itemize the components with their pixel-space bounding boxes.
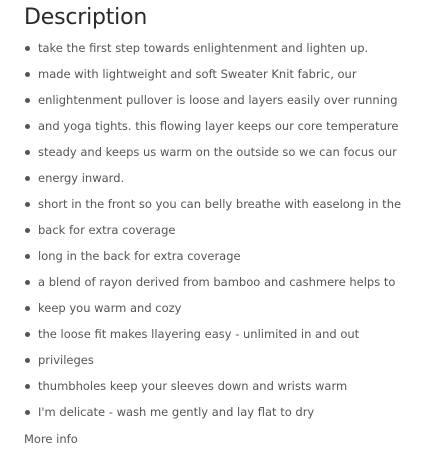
bullet-dot-icon [25,332,30,337]
bullet-text: take the first step towards enlightenment and lighten up. [38,41,369,55]
bullet-item [0,373,441,399]
bullet-dot-icon [25,410,30,415]
bullet-dot-icon [25,72,30,77]
bullet-dot-icon [25,202,30,207]
bullet-text: long in the back for extra coverage [38,249,241,263]
bullet-text: short in the front so you can belly breathe with easelong in the [38,197,402,211]
bullet-text: keep you warm and cozy [38,301,182,315]
bullet-text: steady and keeps us warm on the outside so we can focus our [38,145,397,159]
section-title: Description [24,5,148,30]
bullet-dot-icon [25,46,30,51]
bullet-item [0,243,441,269]
bullet-item [0,295,441,321]
bullet-text: made with lightweight and soft Sweater Knit fabric, our [38,67,357,81]
bullet-dot-icon [25,98,30,103]
bullet-text: enlightenment pullover is loose and layers easily over running [38,93,398,107]
bullet-item [0,399,441,425]
bullet-text: I'm delicate - wash me gently and lay flat to dry [38,405,315,419]
bullet-item [0,347,441,373]
bullet-text: thumbholes keep your sleeves down and wrists warm [38,379,348,393]
bullet-text: back for extra coverage [38,223,176,237]
more-info-link[interactable]: More info [24,432,78,446]
bullet-dot-icon [25,280,30,285]
bullet-dot-icon [25,254,30,259]
bullet-item [0,321,441,347]
bullet-text: the loose fit makes llayering easy - unlimited in and out [38,327,360,341]
bullet-item [0,217,441,243]
bullet-item [0,191,441,217]
bullet-item [0,269,441,295]
bullet-text: energy inward. [38,171,125,185]
bullet-text: and yoga tights. this flowing layer keeps our core temperature [38,119,399,133]
bullet-item [0,139,441,165]
bullet-dot-icon [25,228,30,233]
description-bullet-list [0,35,441,425]
bullet-item [0,35,441,61]
bullet-text: a blend of rayon derived from bamboo and cashmere helps to [38,275,396,289]
bullet-item [0,165,441,191]
bullet-dot-icon [25,176,30,181]
bullet-item [0,113,441,139]
bullet-dot-icon [25,358,30,363]
bullet-dot-icon [25,150,30,155]
bullet-dot-icon [25,306,30,311]
bullet-item [0,61,441,87]
bullet-dot-icon [25,384,30,389]
bullet-text: privileges [38,353,94,367]
bullet-dot-icon [25,124,30,129]
bullet-item [0,87,441,113]
